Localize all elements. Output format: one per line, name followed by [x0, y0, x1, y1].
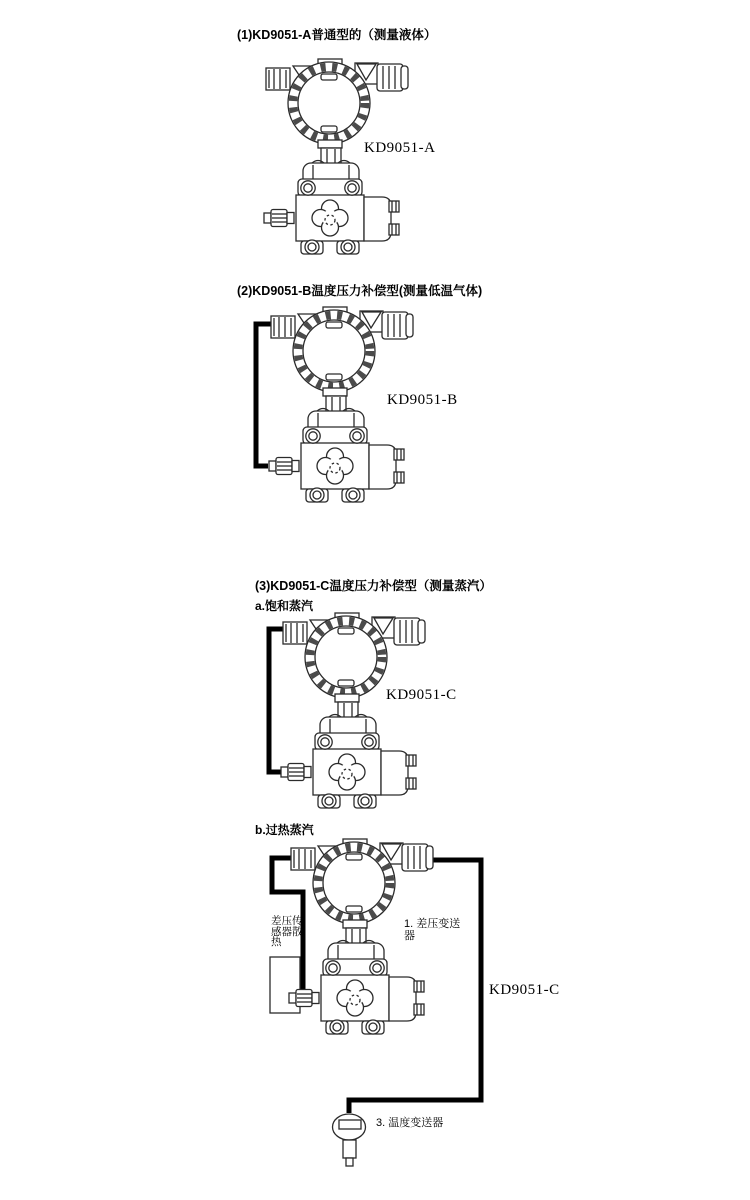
temperature-transmitter-annotation: 3. 温度变送器	[376, 1117, 444, 1129]
section2-title: (2)KD9051-B温度压力补偿型(测量低温气体)	[237, 284, 483, 298]
device-label-kd9051-c-superheated: KD9051-C	[489, 982, 560, 998]
dp-transmitter-annotation: 1. 差压变送器	[404, 918, 461, 942]
compensation-pipe-kd9051-b	[256, 324, 289, 466]
temperature-transmitter-drawing	[333, 1114, 366, 1166]
section3a-subtitle: a.饱和蒸汽	[255, 599, 314, 613]
section3-title: (3)KD9051-C温度压力补偿型（测量蒸汽）	[255, 579, 492, 593]
device-label-kd9051-a: KD9051-A	[364, 140, 436, 156]
transmitter-drawing-kd9051-c-saturated	[281, 613, 425, 808]
device-label-kd9051-c-saturated: KD9051-C	[386, 687, 457, 703]
section3b-subtitle: b.过热蒸汽	[255, 823, 314, 837]
section1-title: (1)KD9051-A普通型的（测量液体）	[237, 28, 437, 42]
device-label-kd9051-b: KD9051-B	[387, 392, 458, 408]
sensor-heat-annotation: 差压传感器散热	[271, 915, 303, 948]
compensation-pipe-kd9051-c-saturated	[269, 629, 300, 772]
